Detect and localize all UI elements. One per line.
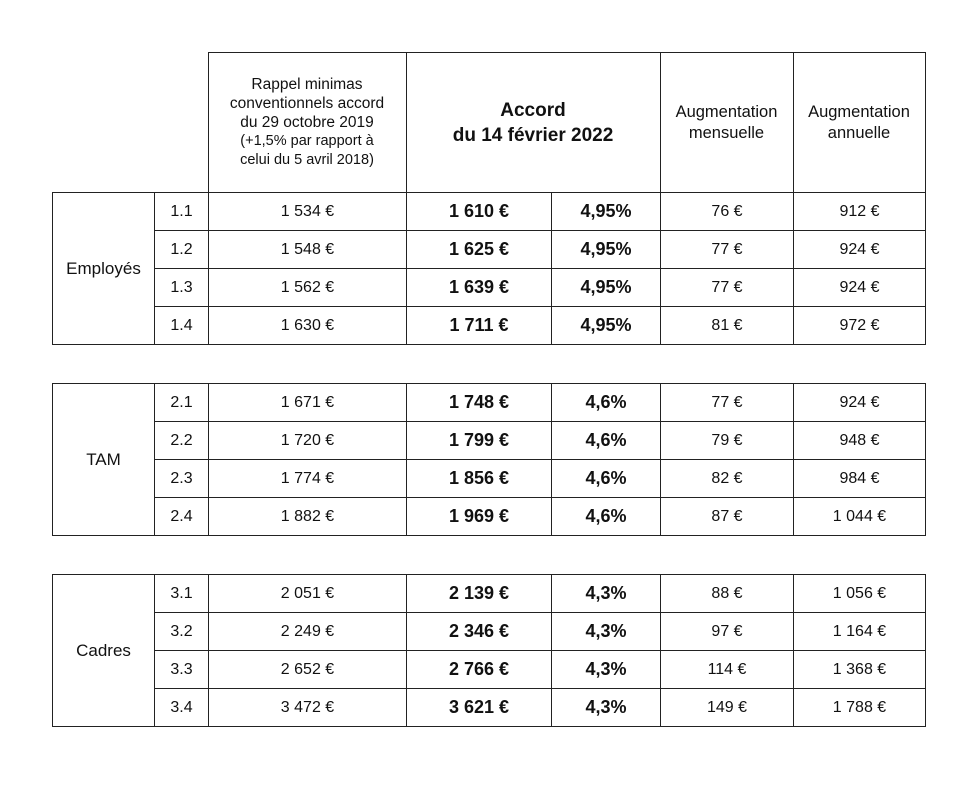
- pct-cell: 4,3%: [552, 689, 661, 727]
- header-accord: [406, 53, 660, 193]
- accord-cell: 1 748 €: [407, 384, 552, 422]
- table-row: [53, 689, 926, 727]
- pct-cell: 4,3%: [552, 651, 661, 689]
- level-cell: 1.3: [155, 269, 209, 307]
- table-row: [53, 193, 926, 231]
- rappel-cell: 1 548 €: [209, 231, 407, 269]
- table-row: [53, 498, 926, 536]
- annuelle-cell: 912 €: [794, 193, 926, 231]
- header-rappel-note: (+1,5% par rapport à: [240, 133, 374, 149]
- pct-cell: 4,6%: [552, 384, 661, 422]
- accord-cell: 1 711 €: [407, 307, 552, 345]
- rappel-cell: 1 774 €: [209, 460, 407, 498]
- header-accord-line: du 14 février 2022: [452, 124, 614, 146]
- table-row: [53, 460, 926, 498]
- group-name: Cadres: [76, 640, 131, 660]
- annuelle-cell: 948 €: [794, 422, 926, 460]
- annuelle-cell: 924 €: [794, 384, 926, 422]
- group-table: [52, 574, 926, 727]
- level-cell: 3.1: [155, 575, 209, 613]
- rappel-cell: 3 472 €: [209, 689, 407, 727]
- header-aug-mensuelle-line: mensuelle: [688, 123, 765, 142]
- header-aug-mensuelle-line: Augmentation: [675, 102, 778, 121]
- pct-cell: 4,3%: [552, 575, 661, 613]
- group-label: [53, 193, 155, 345]
- header-corner: [52, 53, 208, 193]
- header-rappel-note: celui du 5 avril 2018): [240, 152, 374, 168]
- table-row: [53, 422, 926, 460]
- accord-cell: 1 610 €: [407, 193, 552, 231]
- accord-cell: 1 799 €: [407, 422, 552, 460]
- mensuelle-cell: 81 €: [661, 307, 794, 345]
- annuelle-cell: 1 056 €: [794, 575, 926, 613]
- mensuelle-cell: 77 €: [661, 269, 794, 307]
- mensuelle-cell: 87 €: [661, 498, 794, 536]
- pct-cell: 4,6%: [552, 498, 661, 536]
- annuelle-cell: 1 788 €: [794, 689, 926, 727]
- mensuelle-cell: 79 €: [661, 422, 794, 460]
- header-aug-annuelle: [793, 53, 925, 193]
- pct-cell: 4,6%: [552, 460, 661, 498]
- table-row: [53, 384, 926, 422]
- pct-cell: 4,95%: [552, 269, 661, 307]
- accord-cell: 1 856 €: [407, 460, 552, 498]
- mensuelle-cell: 77 €: [661, 384, 794, 422]
- rappel-cell: 1 671 €: [209, 384, 407, 422]
- header-aug-annuelle-line: annuelle: [827, 123, 891, 142]
- level-cell: 1.4: [155, 307, 209, 345]
- rappel-cell: 2 051 €: [209, 575, 407, 613]
- mensuelle-cell: 82 €: [661, 460, 794, 498]
- accord-cell: 2 139 €: [407, 575, 552, 613]
- level-cell: 3.2: [155, 613, 209, 651]
- accord-cell: 2 346 €: [407, 613, 552, 651]
- level-cell: 2.2: [155, 422, 209, 460]
- rappel-cell: 1 720 €: [209, 422, 407, 460]
- annuelle-cell: 1 164 €: [794, 613, 926, 651]
- level-cell: 2.4: [155, 498, 209, 536]
- group-label: [53, 384, 155, 536]
- accord-cell: 2 766 €: [407, 651, 552, 689]
- table-row: [53, 231, 926, 269]
- mensuelle-cell: 149 €: [661, 689, 794, 727]
- level-cell: 2.1: [155, 384, 209, 422]
- rappel-cell: 2 652 €: [209, 651, 407, 689]
- level-cell: 1.2: [155, 231, 209, 269]
- annuelle-cell: 924 €: [794, 231, 926, 269]
- table-row: [53, 613, 926, 651]
- mensuelle-cell: 77 €: [661, 231, 794, 269]
- header-rappel-line: Rappel minimas: [251, 76, 363, 93]
- level-cell: 3.4: [155, 689, 209, 727]
- group-name: TAM: [86, 449, 121, 469]
- group-table: [52, 192, 926, 345]
- rappel-cell: 1 882 €: [209, 498, 407, 536]
- table-row: [53, 269, 926, 307]
- header-rappel-line: du 29 octobre 2019: [240, 114, 374, 131]
- accord-cell: 1 639 €: [407, 269, 552, 307]
- group-name: Employés: [66, 258, 141, 278]
- annuelle-cell: 924 €: [794, 269, 926, 307]
- header-aug-mensuelle: [660, 53, 793, 193]
- rappel-cell: 1 534 €: [209, 193, 407, 231]
- accord-cell: 3 621 €: [407, 689, 552, 727]
- rappel-cell: 1 630 €: [209, 307, 407, 345]
- header-aug-annuelle-line: Augmentation: [808, 102, 910, 121]
- header-rappel-line: conventionnels accord: [229, 95, 385, 112]
- table-row: [53, 651, 926, 689]
- header-rappel: [208, 53, 406, 193]
- mensuelle-cell: 114 €: [661, 651, 794, 689]
- level-cell: 2.3: [155, 460, 209, 498]
- level-cell: 1.1: [155, 193, 209, 231]
- annuelle-cell: 1 044 €: [794, 498, 926, 536]
- pct-cell: 4,6%: [552, 422, 661, 460]
- level-cell: 3.3: [155, 651, 209, 689]
- rappel-cell: 1 562 €: [209, 269, 407, 307]
- rappel-cell: 2 249 €: [209, 613, 407, 651]
- group-label: [53, 575, 155, 727]
- mensuelle-cell: 97 €: [661, 613, 794, 651]
- annuelle-cell: 1 368 €: [794, 651, 926, 689]
- pct-cell: 4,3%: [552, 613, 661, 651]
- pct-cell: 4,95%: [552, 193, 661, 231]
- table-row: [53, 307, 926, 345]
- pct-cell: 4,95%: [552, 307, 661, 345]
- pct-cell: 4,95%: [552, 231, 661, 269]
- mensuelle-cell: 76 €: [661, 193, 794, 231]
- annuelle-cell: 984 €: [794, 460, 926, 498]
- table-row: [53, 575, 926, 613]
- annuelle-cell: 972 €: [794, 307, 926, 345]
- header-accord-line: Accord: [500, 99, 566, 121]
- salary-table-header: [52, 52, 926, 193]
- group-table: [52, 383, 926, 536]
- accord-cell: 1 969 €: [407, 498, 552, 536]
- accord-cell: 1 625 €: [407, 231, 552, 269]
- mensuelle-cell: 88 €: [661, 575, 794, 613]
